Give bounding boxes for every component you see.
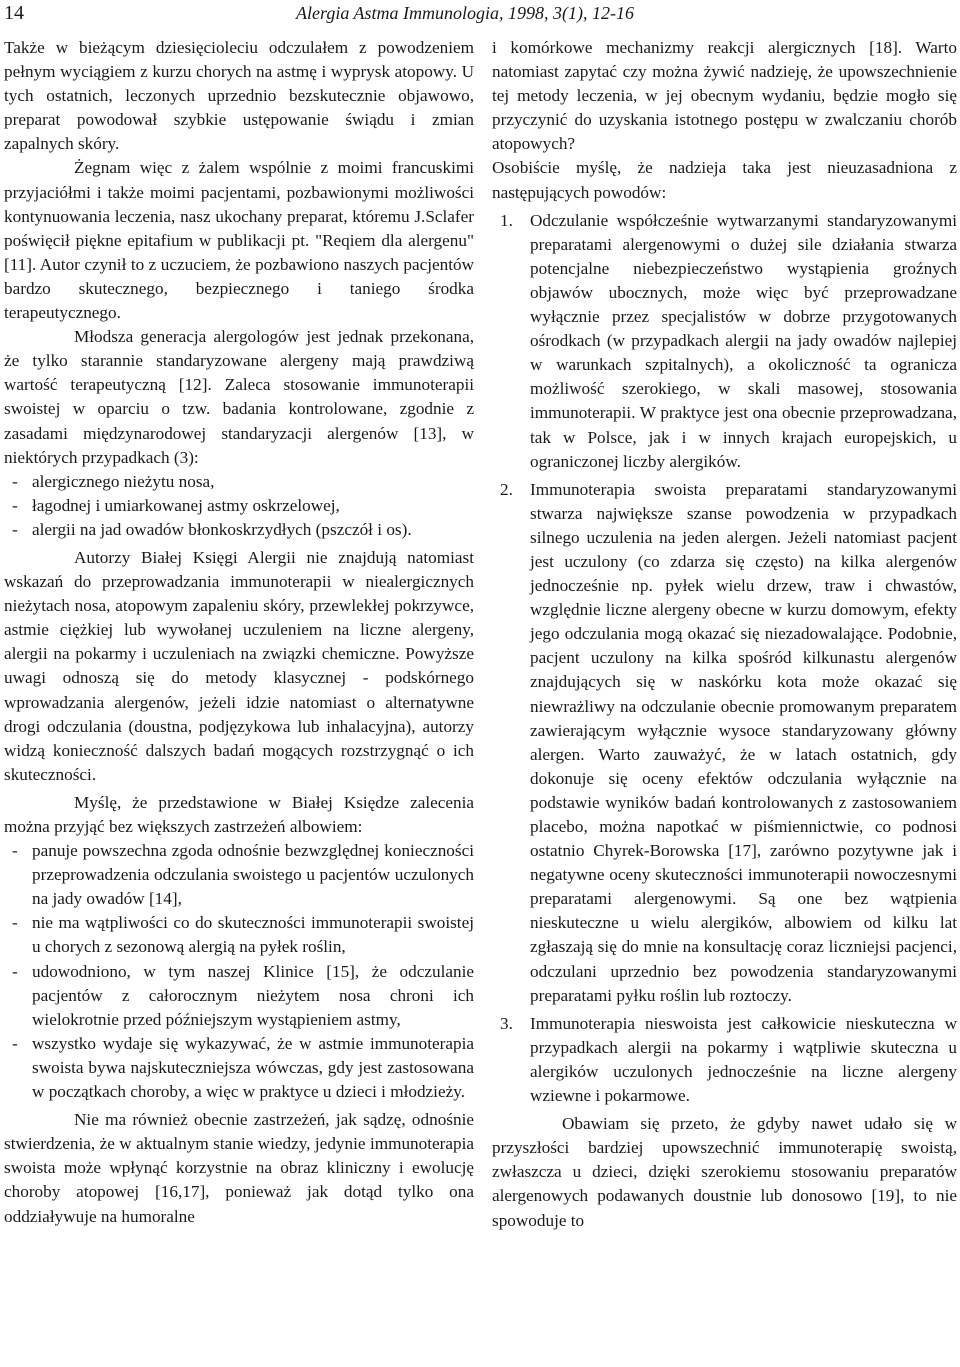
item-text: Immunoterapia swoista preparatami standaryzowanymi stwarza największe szanse powodzenia w przypadkach silnego uczulenia na jeden alergen. Jeżeli natomiast pacjent jest uczulony (co zdarza się często) na kilka alergenów jednocześnie np. pyłek wielu drzew, traw i chwastów, względnie liczne alergeny obecne w kurzu domowym, efekty jego odczulania mogą okazać się niezadowalające. Podobnie, pacjent uczulony na kilka spośród kilkunastu alergenów znajdujących się w naskórku kota może okazać się niewrażliwy na odczulanie obecnie promowanym preparatem zawierającym wyłącznie wysoce standaryzowany główny alergen. Warto zauważyć, że w latach ostatnich, gdy dokonuje się oceny efektów odczulania wyłącznie na podstawie wyników badań kontrolowanych z zastosowaniem placebo, można napotkać w piśmiennictwie, co podnosi ostatnio Chyrek-Borowska [17], zarówno pozytywne jak i negatywne oceny skuteczności immunoterapii nowoczesnymi preparatami alergenowymi. Są one bez wątpienia nieskuteczne u wielu alergików, albowiem od kilku lat zgłaszają się do mnie na konsultację coraz liczniejsi pacjenci, odczulani uprzednio bez powodzenia standaryzowanymi preparatami pyłku roślin lub roztoczy.: [530, 479, 957, 1005]
reasons-list: [4, 839, 474, 1104]
numbered-item: [492, 209, 957, 474]
item-number: 3.: [500, 1013, 513, 1033]
paragraph: Autorzy Białej Księgi Alergii nie znajdują natomiast wskazań do przeprowadzania immunoterapii w niealergicznych nieżytach nosa, atopowym zapaleniu skóry, przewlekłej pokrzywce, astmie ciężkiej lub wywołanej uczuleniem na liczne alergeny, alergii na pokarmy i uczuleniach na związki chemiczne. Powyższe uwagi odnoszą się do metody klasycznej - podskórnego wprowadzania alergenów, jeżeli idzie natomiast o alternatywne drogi odczulania (doustna, podjęzykowa lub inhalacyjna), autorzy widzą konieczność dalszych badań mogących rozstrzygnąć o ich skuteczności.: [4, 547, 474, 784]
indication-list: [4, 470, 474, 542]
right-column: [492, 36, 957, 1233]
paragraph: Myślę, że przedstawione w Białej Księdze zalecenia można przyjąć bez większych zastrzeżeń albowiem:: [4, 792, 474, 836]
paragraph: Młodsza generacja alergologów jest jednak przekonana, że tylko starannie standaryzowane alergeny mają prawdziwą wartość terapeutyczną [12]. Zaleca stosowanie immunoterapii swoistej w oparciu o tzw. badania kontrolowane, zgodnie z zasadami międzynarodowej standaryzacji alergenów [13], w niektórych przypadkach (3):: [4, 327, 474, 467]
list-item: - alergicznego nieżytu nosa,: [4, 470, 474, 494]
page-header: [0, 0, 960, 26]
list-item: - panuje powszechna zgoda odnośnie bezwzględnej konieczności przeprowadzenia odczulania swoistego u pacjentów uczulonych na jady owadów [14],: [4, 839, 474, 911]
item-number: 1.: [500, 210, 513, 230]
numbered-item: [492, 478, 957, 1008]
list-item: - łagodnej i umiarkowanej astmy oskrzelowej,: [4, 494, 474, 518]
item-text: Odczulanie współcześnie wytwarzanymi standaryzowanymi preparatami alergenowymi o dużej sile działania stwarza potencjalne niebezpieczeństwo wystąpienia groźnych objawów ubocznych, może więc być przeprowadzane wyłącznie przez specjalistów w dobrze przygotowanych ośrodkach (w przypadkach alergii na jady owadów najlepiej w warunkach szpitalnych), a okoliczność ta ogranicza możliwość szerokiego, w skali masowej, stosowania immunoterapii. W praktyce jest ona obecnie przeprowadzana, tak w Polsce, jak i w innych krajach europejskich, u ograniczonej liczby alergików.: [530, 210, 957, 471]
item-text: Immunoterapia nieswoista jest całkowicie nieskuteczna w przypadkach alergii na pokarmy i wątpliwie skuteczna u alergików uczulonych jednocześnie na liczne alergeny wziewne i pokarmowe.: [530, 1013, 957, 1106]
list-item: - udowodniono, w tym naszej Klinice [15], że odczulanie pacjentów z całorocznym nieżytem nosa chroni ich wielokrotnie przed późniejszym wystąpieniem astmy,: [4, 960, 474, 1032]
item-number: 2.: [500, 479, 513, 499]
list-item: - alergii na jad owadów błonkoskrzydłych (pszczół i os).: [4, 518, 474, 542]
paragraph: Także w bieżącym dziesięcioleciu odczulałem z powodzeniem pełnym wyciągiem z kurzu chorych na astmę i wyprysk atopowy. U tych ostatnich, leczonych uprzednio bezskutecznie objawowo, preparat powodował szybkie ustępowanie świądu i zmian zapalnych skóry.: [4, 38, 474, 154]
paragraph: i komórkowe mechanizmy reakcji alergicznych [18]. Warto natomiast zapytać czy można żywić nadzieję, że upowszechnienie tej metody leczenia, w jej obecnym wydaniu, będzie mogło się przyczynić do uzyskania istotnego postępu w zwalczaniu chorób atopowych?: [492, 38, 957, 154]
left-column: [4, 36, 474, 1229]
list-item: - nie ma wątpliwości co do skuteczności immunoterapii swoistej u chorych z sezonową alergią na pyłek roślin,: [4, 911, 474, 959]
paragraph: Nie ma również obecnie zastrzeżeń, jak sądzę, odnośnie stwierdzenia, że w aktualnym stanie wiedzy, jedynie immunoterapia swoista może wpłynąć korzystnie na obraz kliniczny i ewolucję choroby atopowej [16,17], ponieważ jak dotąd tylko ona oddziaływuje na humoralne: [4, 1110, 474, 1226]
journal-citation: Alergia Astma Immunologia, 1998, 3(1), 12-16: [296, 3, 634, 23]
list-item: - wszystko wydaje się wykazywać, że w astmie immunoterapia swoista bywa najskuteczniejsza wówczas, gdy jest zastosowana w początkach choroby, a więc w praktyce u dzieci i młodzieży.: [4, 1032, 474, 1104]
paragraph: Obawiam się przeto, że gdyby nawet udało się w przyszłości bardziej upowszechnić immunoterapię swoistą, zwłaszcza u dzieci, dzięki szerokiemu stosowaniu preparatów alergenowych podawanych doustnie lub donosowo [19], to nie spowoduje to: [492, 1114, 957, 1230]
page-number: 14: [4, 2, 24, 24]
numbered-item: [492, 1012, 957, 1108]
numbered-list: [492, 209, 957, 1108]
paragraph: Żegnam więc z żalem wspólnie z moimi francuskimi przyjaciółmi i także moimi pacjentami, pozbawionymi możliwości kontynuowania leczenia, nasz ukochany preparat, któremu J.Sclafer poświęcił piękne epitafium w publikacji pt. "Reqiem dla alergenu" [11]. Autor czynił to z uczuciem, że pozbawiono naszych pacjentów bardzo skutecznego, bezpiecznego i taniego środka terapeutycznego.: [4, 158, 474, 323]
paragraph: Osobiście myślę, że nadzieja taka jest nieuzasadniona z następujących powodów:: [492, 158, 957, 202]
